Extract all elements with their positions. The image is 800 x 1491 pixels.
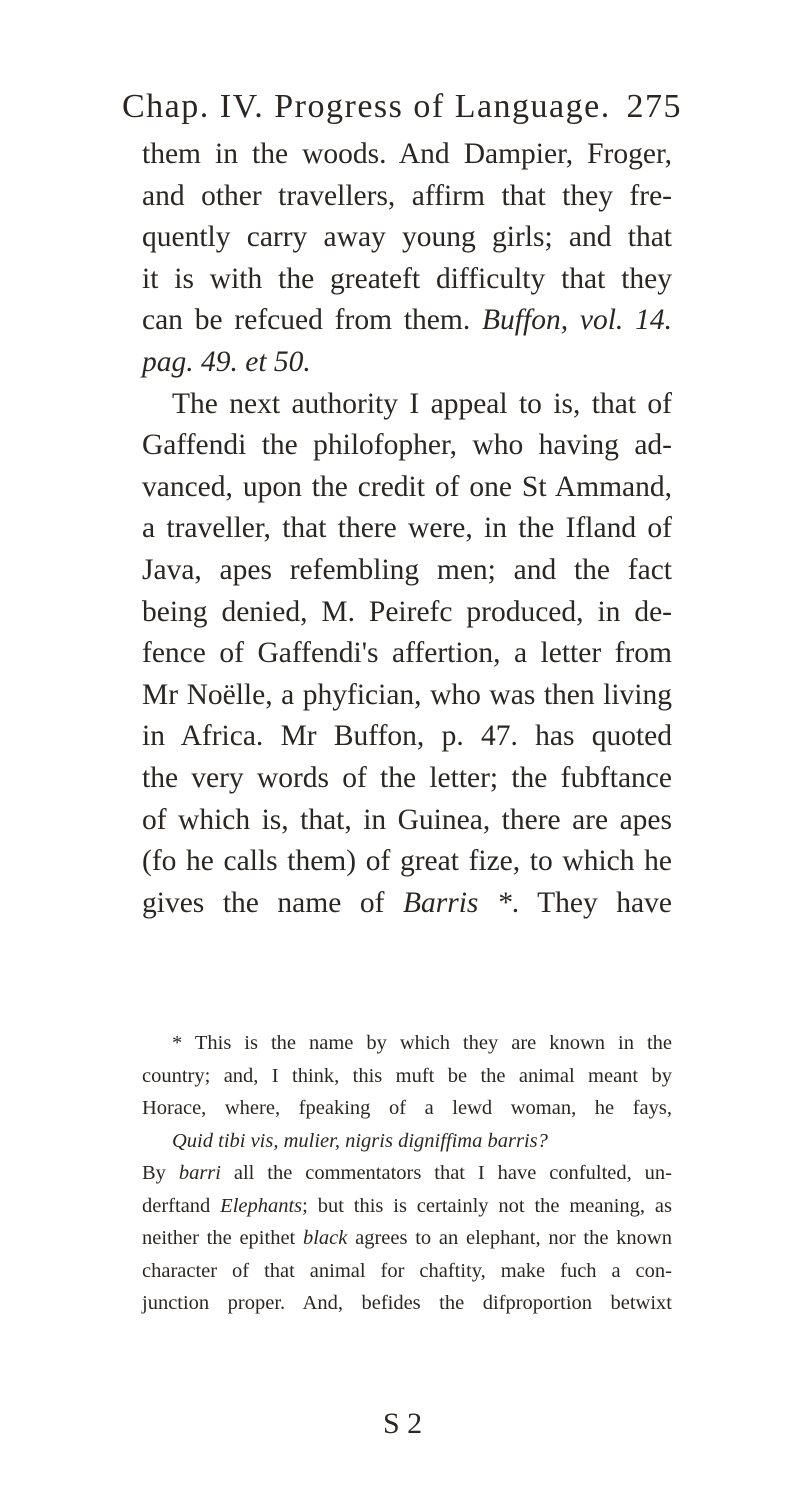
- body-line: Mr Noëlle, a phyfician, who was then living: [142, 678, 672, 711]
- page-number: 275: [626, 88, 682, 125]
- footnote-line: junction proper. And, befides the difproportion betwixt: [142, 1292, 672, 1314]
- running-title: Chap. IV. Progress of Language.: [122, 88, 611, 125]
- footnote-line: [142, 1190, 672, 1223]
- body-line: pag. 49. et 50.: [142, 345, 311, 378]
- body-line-text: gives the name of: [142, 886, 403, 919]
- footnote-text: agrees to an elephant, nor the known: [347, 1227, 672, 1249]
- body-line-with-citation: [142, 300, 672, 342]
- body-line: The next authority I appeal to is, that of: [172, 387, 672, 420]
- body-line: in Africa. Mr Buffon, p. 47. has quoted: [142, 720, 672, 753]
- body-line: it is with the greateft difficulty that they: [142, 262, 672, 295]
- footnote-line: [142, 1222, 672, 1255]
- footnote-line: country; and, I think, this muft be the animal meant by: [142, 1064, 672, 1087]
- body-line: being denied, M. Peirefc produced, in de-: [142, 595, 672, 628]
- footnote-line: Horace, where, fpeaking of a lewd woman, he fays,: [142, 1097, 672, 1119]
- body-line-with-barris: [142, 883, 672, 925]
- barris-term: Barris *: [403, 886, 512, 919]
- body-line: vanced, upon the credit of one St Ammand,: [142, 470, 672, 503]
- footnote-text: By: [142, 1162, 179, 1184]
- footnote-line: [142, 1157, 672, 1190]
- barri-term: barri: [178, 1162, 221, 1184]
- horace-quote: Quid tibi vis, mulier, nigris digniffima barris?: [172, 1129, 548, 1152]
- body-line: Java, apes refembling men; and the fact: [142, 553, 672, 586]
- body-line: of which is, that, in Guinea, there are apes: [142, 803, 672, 836]
- footnote-text: derftand: [142, 1194, 221, 1217]
- footnote: [142, 1027, 672, 1320]
- body-line-text: . They have: [511, 886, 672, 919]
- footnote-line: character of that animal for chaftity, make fuch a con-: [142, 1259, 672, 1282]
- body-line: (fo he calls them) of great fize, to which he: [142, 845, 672, 878]
- footnote-line: * This is the name by which they are known in the: [172, 1032, 672, 1054]
- black-term: black: [302, 1227, 348, 1249]
- body-line: the very words of the letter; the fubftance: [142, 761, 672, 794]
- signature-mark: S 2: [383, 1407, 423, 1440]
- footnote-text: ; but this is certainly not the meaning, as: [302, 1194, 672, 1217]
- running-head: [122, 82, 682, 132]
- body-text: [142, 134, 672, 924]
- body-line: them in the woods. And Dampier, Froger,: [142, 138, 672, 170]
- body-line-text: can be refcued from them.: [142, 304, 483, 337]
- body-line: Gaffendi the philofopher, who having ad-: [142, 429, 672, 462]
- elephants-term: Elephants: [220, 1194, 303, 1217]
- footnote-text: all the commentators that I have confulted, un-: [220, 1162, 672, 1184]
- buffon-citation: Buffon, vol. 14.: [482, 304, 673, 337]
- body-line: and other travellers, affirm that they fre-: [142, 179, 672, 212]
- body-line: a traveller, that there were, in the Ifland of: [142, 512, 672, 545]
- body-line: quently carry away young girls; and that: [142, 221, 672, 254]
- footnote-text: neither the epithet: [142, 1227, 303, 1249]
- body-line: fence of Gaffendi's affertion, a letter from: [142, 637, 672, 670]
